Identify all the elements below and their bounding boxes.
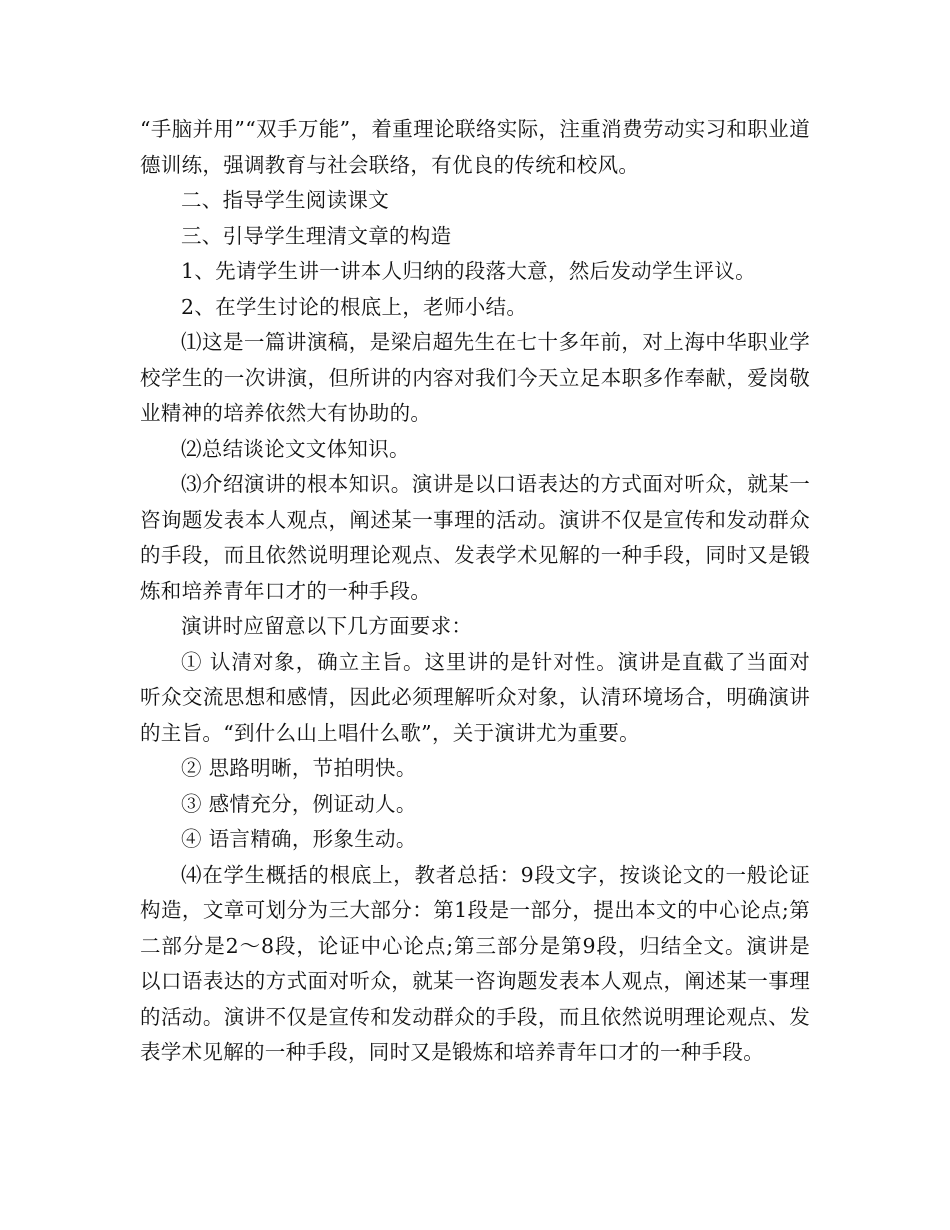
point-2-paragraph: ⑵总结谈论文文体知识。 bbox=[181, 436, 410, 461]
requirement-3: ③ 感情充分，例证动人。 bbox=[181, 791, 417, 816]
requirements-intro: 演讲时应留意以下几方面要求： bbox=[181, 614, 473, 638]
requirement-2: ② 思路明晰，节拍明快。 bbox=[181, 756, 417, 780]
point-4-paragraph: ⑷在学生概括的根底上，教者总括：9段文字，按谈论文的一般论证构造，文章可划分为三大部分：第1段是一部分，提出本文的中心论点;第二部分是2～8段，论证中心论点;第三部分是第9段，归结全文。演讲是以口语表达的方式面对听众，就某一咨询题发表本人观点，阐述某一事理的活动。演讲不仅是宣传和发动群众的手段，而且依然说明理论观点、发表学术见解的一种手段，同时又是锻炼和培养青年口才的一种手段。 bbox=[140, 862, 810, 1064]
step-2: 2、在学生讨论的根底上，老师小结。 bbox=[181, 294, 528, 319]
requirement-1: ① 认清对象，确立主旨。这里讲的是针对性。演讲是直截了当面对听众交流思想和感情，因此必须理解听众对象，认清环境场合，明确演讲的主旨。“到什么山上唱什么歌”，关于演讲尤为重要。 bbox=[140, 649, 810, 745]
point-1-paragraph: ⑴这是一篇讲演稿，是梁启超先生在七十多年前，对上海中华职业学校学生的一次讲演，但所讲的内容对我们今天立足本职多作奉献，爱岗敬业精神的培养依然大有协助的。 bbox=[140, 330, 810, 425]
requirement-4: ④ 语言精确，形象生动。 bbox=[181, 827, 417, 851]
section-heading-structure: 三、引导学生理清文章的构造 bbox=[181, 223, 452, 248]
point-3-paragraph: ⑶介绍演讲的根本知识。演讲是以口语表达的方式面对听众，就某一咨询题发表本人观点，阐述某一事理的活动。演讲不仅是宣传和发动群众的手段，而且依然说明理论观点、发表学术见解的一种手段，同时又是锻炼和培养青年口才的一种手段。 bbox=[140, 472, 810, 603]
step-1: 1、先请学生讲一讲本人归纳的段落大意，然后发动学生评议。 bbox=[181, 259, 756, 283]
paragraph-continuation: “手脑并用”“双手万能”，着重理论联络实际，注重消费劳动实习和职业道德训练，强调教育与社会联络，有优良的传统和校风。 bbox=[140, 117, 810, 177]
section-heading-guide-reading: 二、指导学生阅读课文 bbox=[181, 188, 389, 212]
